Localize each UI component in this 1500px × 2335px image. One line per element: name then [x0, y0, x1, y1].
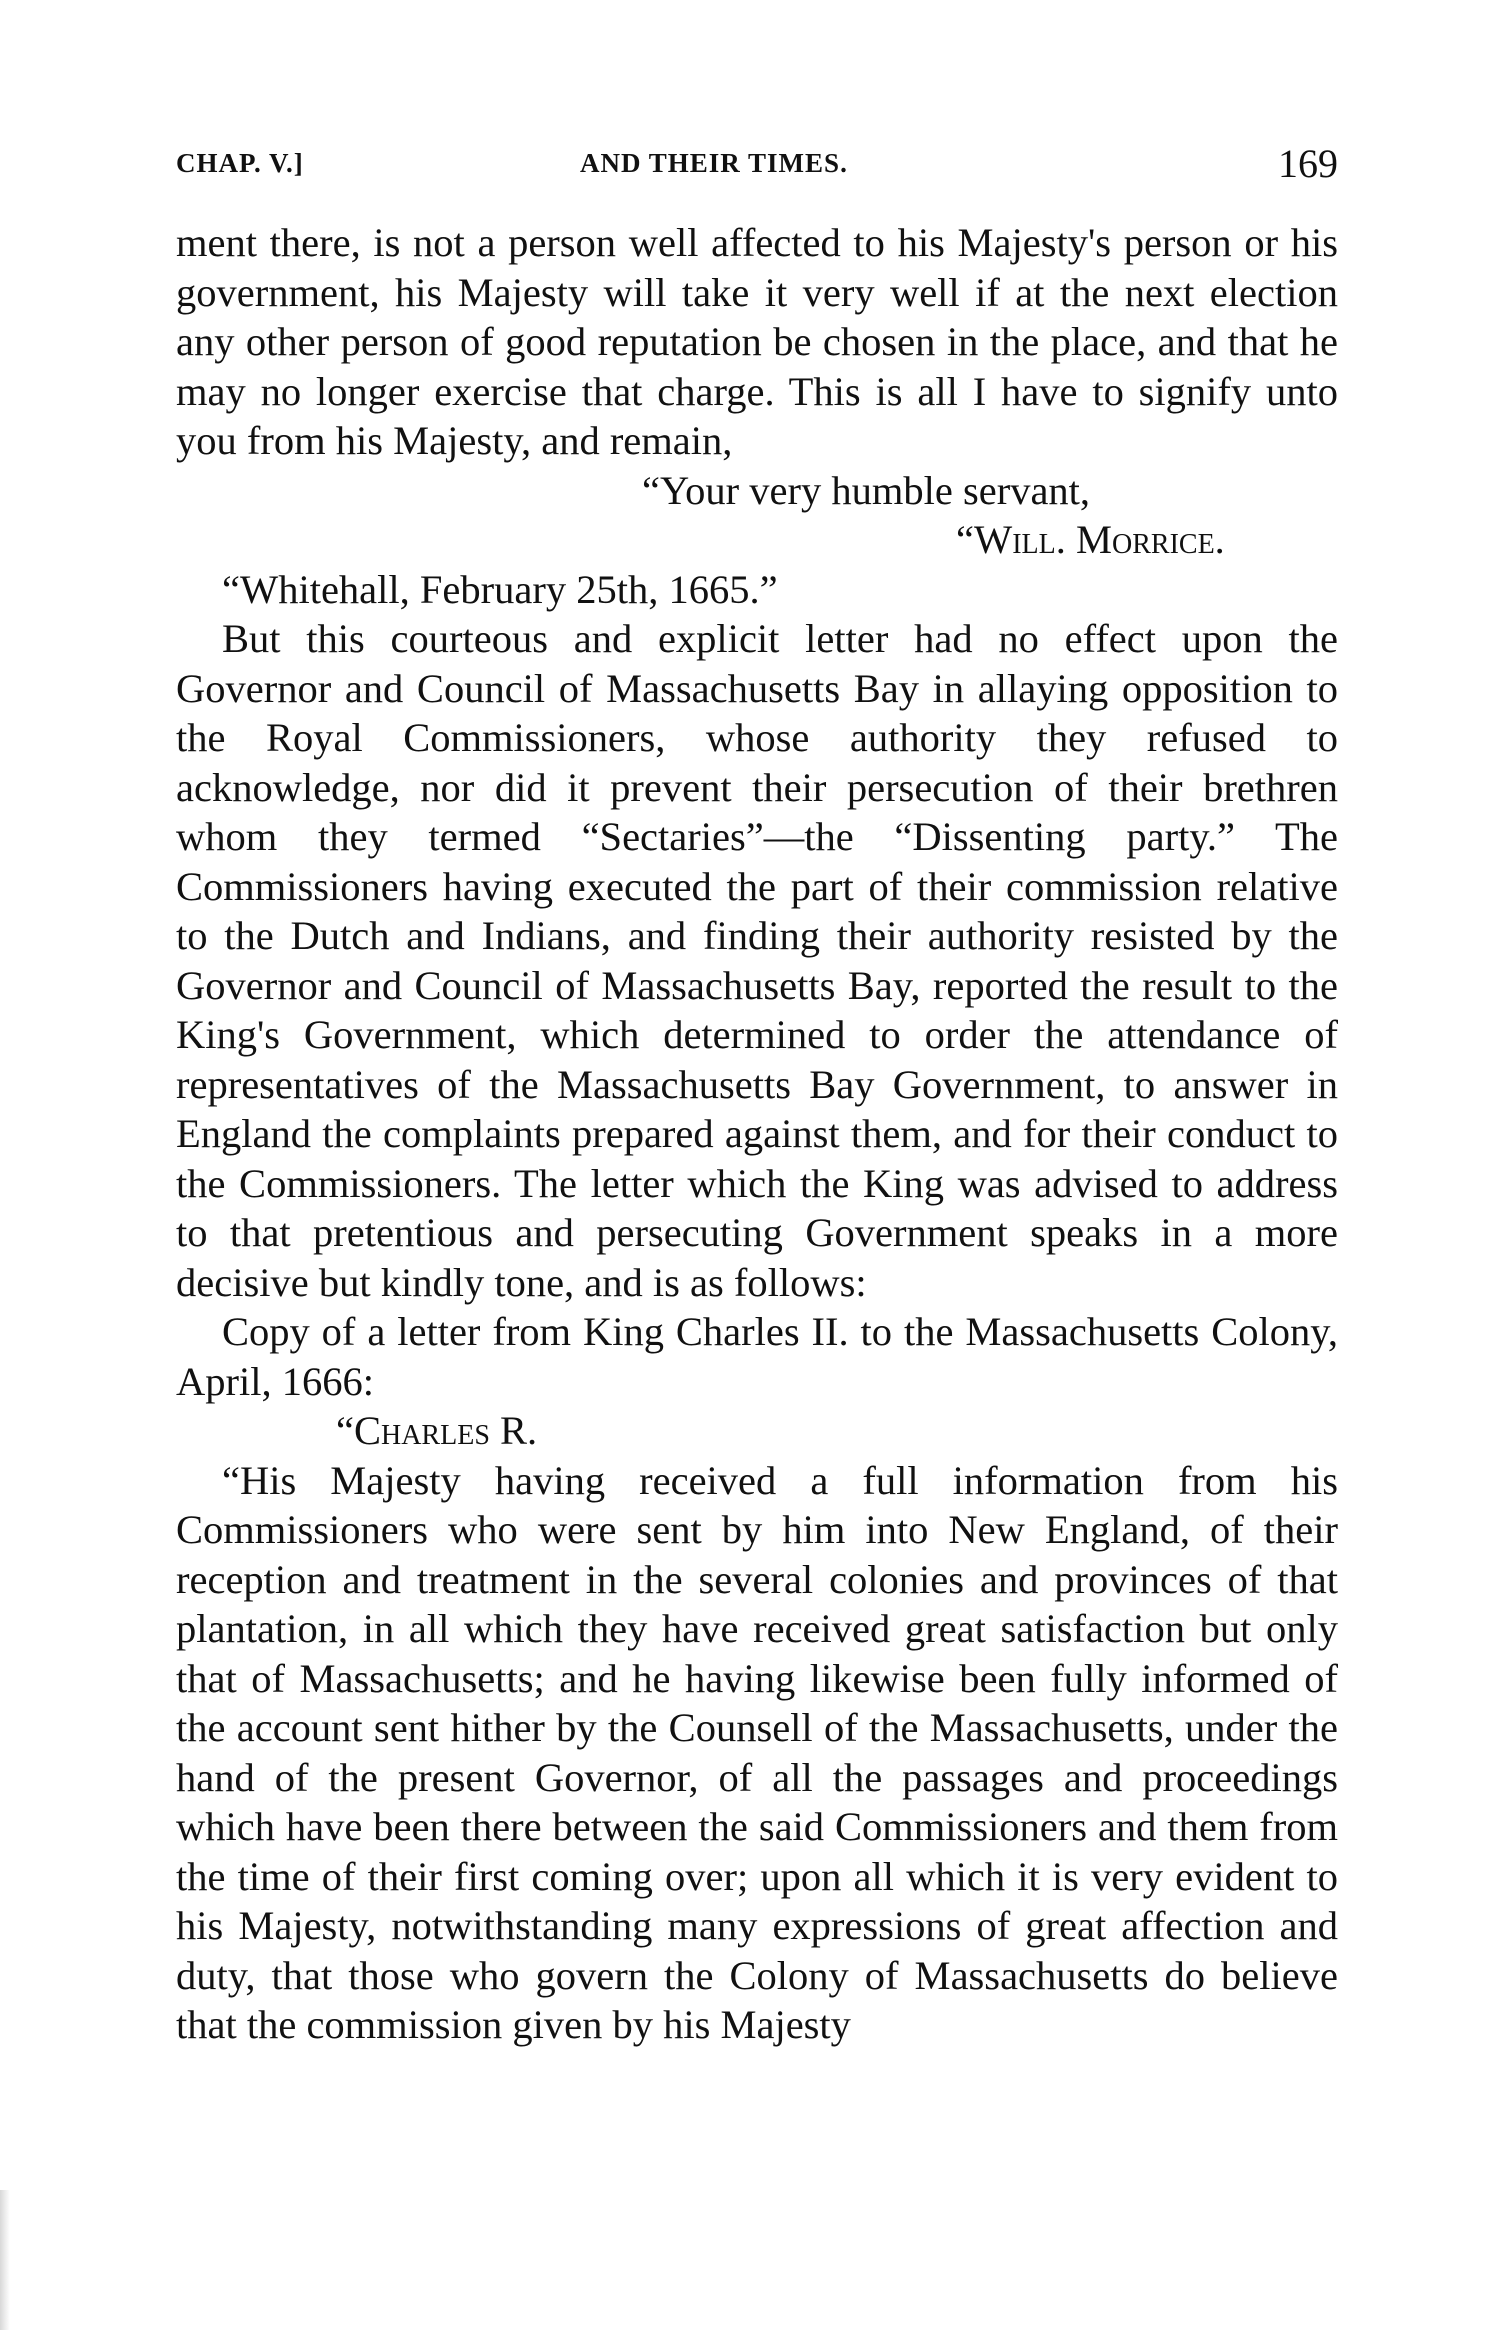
- letter-closing: “Your very humble servant,: [642, 467, 1091, 513]
- letter-signature: “Will. Morrice.: [956, 517, 1225, 562]
- running-header: [176, 140, 1338, 184]
- paragraph-king-letter: “His Majesty having received a full information from his Commissioners who were sent by him into New England, of their reception and treatment in the several colonies and provinces of that plantation, in all which they have received great satisfaction but only that of Massachusetts; and he having likewise been fully informed of the account sent hither by the Counsell of the Massachusetts, under the hand of the present Governor, of all the passages and proceedings which have been there between the said Commissioners and them from the time of their first coming over; upon all which it is very evident to his Majesty, notwithstanding many expressions of great affection and duty, that those who govern the Colony of Massachusetts do believe that the commission given by his Majesty: [176, 1457, 1338, 2047]
- running-title: AND THEIR TIMES.: [580, 148, 848, 178]
- royal-signature-heading: “Charles R.: [336, 1408, 538, 1453]
- page-edge-shadow: [0, 2190, 10, 2330]
- letter-dateline: “Whitehall, February 25th, 1665.”: [222, 566, 778, 612]
- page-number: 169: [1278, 141, 1338, 186]
- paragraph-letter-end: ment there, is not a person well affected to his Majesty's person or his government, his Majesty will take it very well if at the next election any other person of good reputation be chosen in the place, and that he may no longer exercise that charge. This is all I have to signify unto you from his Majesty, and remain,: [176, 220, 1338, 463]
- paragraph-narrative: But this courteous and explicit letter had no effect upon the Governor and Council of Massachusetts Bay in allaying opposition to the Royal Commissioners, whose authority they refused to acknowledge, nor did it prevent their persecution of their brethren whom they termed “Sectaries”—the “Dissenting party.” The Commissioners having executed the part of their commission relative to the Dutch and Indians, and finding their authority resisted by the Governor and Council of Massachusetts Bay, reported the result to the King's Government, which determined to order the attendance of representatives of the Massachusetts Bay Government, to answer in England the complaints prepared against them, and for their conduct to the Commissioners. The letter which the King was advised to address to that pretentious and persecuting Government speaks in a more decisive but kindly tone, and is as follows:: [176, 616, 1338, 1305]
- chapter-label: CHAP. V.]: [176, 148, 304, 178]
- page-body: [176, 218, 1338, 2050]
- paragraph-copy-intro: Copy of a letter from King Charles II. to the Massachusetts Colony, April, 1666:: [176, 1309, 1338, 1404]
